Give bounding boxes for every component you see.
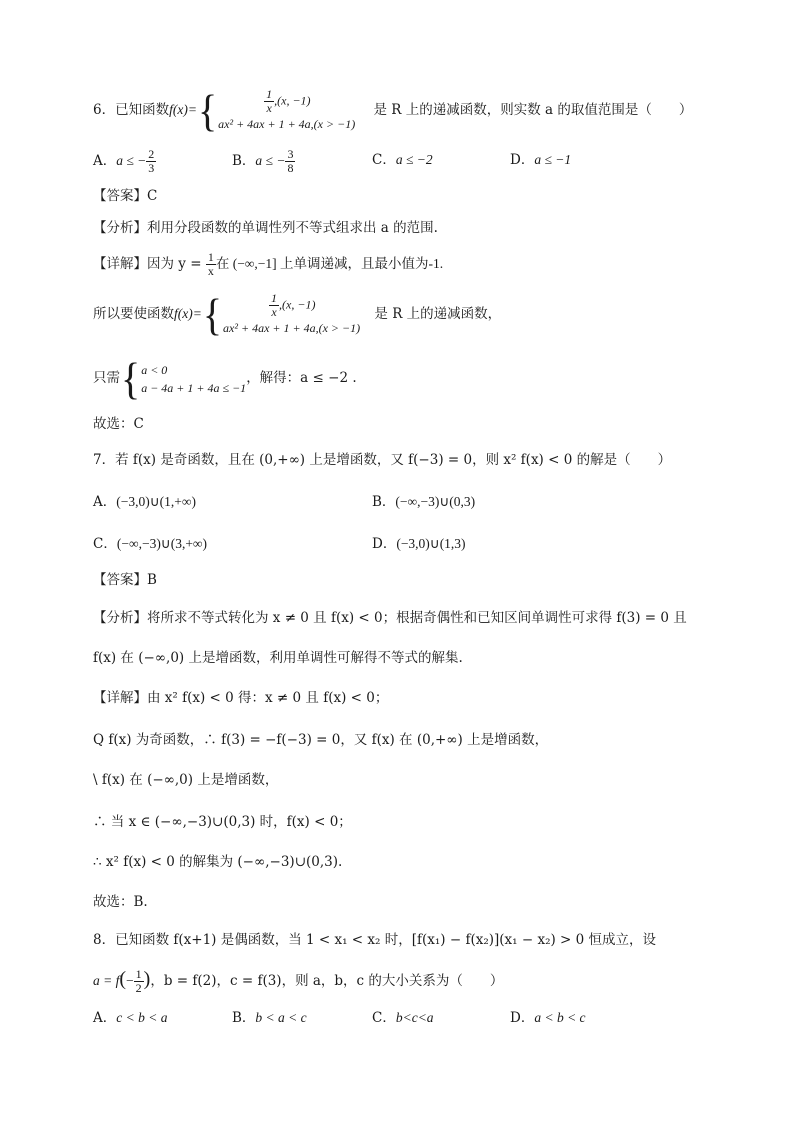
analysis-tag: 【分析】 bbox=[93, 220, 147, 236]
q7-detail-4: ∴ 当 x ∈ (−∞,−3)∪(0,3) 时，f(x) < 0； bbox=[93, 814, 352, 830]
q6-number: 6．已知函数 bbox=[93, 102, 170, 118]
q8-option-a[interactable]: A．c < b < a bbox=[93, 1010, 168, 1026]
q6-function: f(x)= bbox=[169, 102, 197, 117]
q6-brace: { bbox=[197, 85, 218, 135]
q8-stem-2: a = f(− $\frac{1}{2}$ )，b = f(2)，c = f(3)，则 a，b，c 的大小关系为（ ） bbox=[93, 967, 504, 995]
q7-option-c[interactable]: C．(−∞,−3)∪(3,+∞) bbox=[93, 536, 208, 552]
q6-piecewise: $\frac{1}{x}$ ,(x, −1) ax² + 4ax + 1 + 4a,(x > −1) bbox=[218, 87, 356, 131]
q6-option-d[interactable]: D．a ≤ −1 bbox=[510, 152, 572, 168]
q7-detail-1: 【详解】由 x² f(x) < 0 得：x ≠ 0 且 f(x) < 0； bbox=[93, 690, 389, 706]
q6-stem bbox=[93, 85, 693, 135]
q6-option-a[interactable]: A．a ≤ − $\frac{2}{3}$ bbox=[93, 147, 155, 175]
answer-tag: 【答案】 bbox=[93, 188, 147, 204]
q7-detail-5: ∴ x² f(x) < 0 的解集为 (−∞,−3)∪(0,3). bbox=[93, 854, 343, 870]
q8-option-d[interactable]: D．a < b < c bbox=[510, 1010, 586, 1026]
q8-option-c[interactable]: C．b<c<a bbox=[372, 1010, 434, 1026]
q7-option-d[interactable]: D．(−3,0)∪(1,3) bbox=[372, 536, 466, 552]
q6-detail: 【详解】因为 y = $\frac{1}{x}$ 在 (−∞,−1] 上单调递减，且最小值为-1. bbox=[93, 250, 444, 278]
q6-choose: 故选：C bbox=[93, 416, 144, 432]
q7-option-a[interactable]: A．(−3,0)∪(1,+∞) bbox=[93, 494, 196, 510]
q7-option-b[interactable]: B．(−∞,−3)∪(0,3) bbox=[372, 494, 476, 510]
q6-answer: 【答案】C bbox=[93, 188, 158, 204]
q7-answer: 【答案】B bbox=[93, 572, 157, 588]
q6-option-b[interactable]: B．a ≤ − $\frac{3}{8}$ bbox=[232, 147, 294, 175]
q6-tail: 是 R 上的递减函数，则实数 a 的取值范围是（ ） bbox=[373, 102, 693, 118]
detail-tag: 【详解】 bbox=[93, 256, 147, 272]
q7-analysis-2: f(x) 在 (−∞,0) 上是增函数，利用单调性可解得不等式的解集. bbox=[93, 650, 463, 666]
q7-stem: 7．若 f(x) 是奇函数，且在 (0,+∞) 上是增函数，又 f(−3) = 0，则 x² f(x) < 0 的解是（ ） bbox=[93, 452, 672, 468]
q7-detail-2: Q f(x) 为奇函数，∴ f(3) = −f(−3) = 0，又 f(x) 在 (0,+∞) 上是增函数， bbox=[93, 732, 549, 748]
q6-detail-line3: 只需{ a < 0 a − 4a + 1 + 4a ≤ −1 ，解得：a ≤ −2 . bbox=[93, 353, 357, 403]
q7-analysis: 【分析】将所求不等式转化为 x ≠ 0 且 f(x) < 0；根据奇偶性和已知区间单调性可求得 f(3) = 0 且 bbox=[93, 610, 687, 626]
q8-option-b[interactable]: B．b < a < c bbox=[232, 1010, 307, 1026]
q7-detail-3: \ f(x) 在 (−∞,0) 上是增函数， bbox=[93, 772, 279, 788]
q6-option-c[interactable]: C．a ≤ −2 bbox=[372, 152, 433, 168]
q6-detail-line2: 所以要使函数f(x)={ $\frac{1}{x}$ ,(x, −1) ax² + 4ax + 1 + 4a,(x > −1) 是 R 上的递减函数， bbox=[93, 289, 502, 339]
q7-choose: 故选：B. bbox=[93, 894, 148, 910]
q6-analysis: 【分析】利用分段函数的单调性列不等式组求出 a 的范围. bbox=[93, 220, 438, 236]
q8-stem-1: 8．已知函数 f(x+1) 是偶函数，当 1 < x₁ < x₂ 时，[f(x₁) − f(x₂)](x₁ − x₂) > 0 恒成立，设 bbox=[93, 932, 657, 948]
